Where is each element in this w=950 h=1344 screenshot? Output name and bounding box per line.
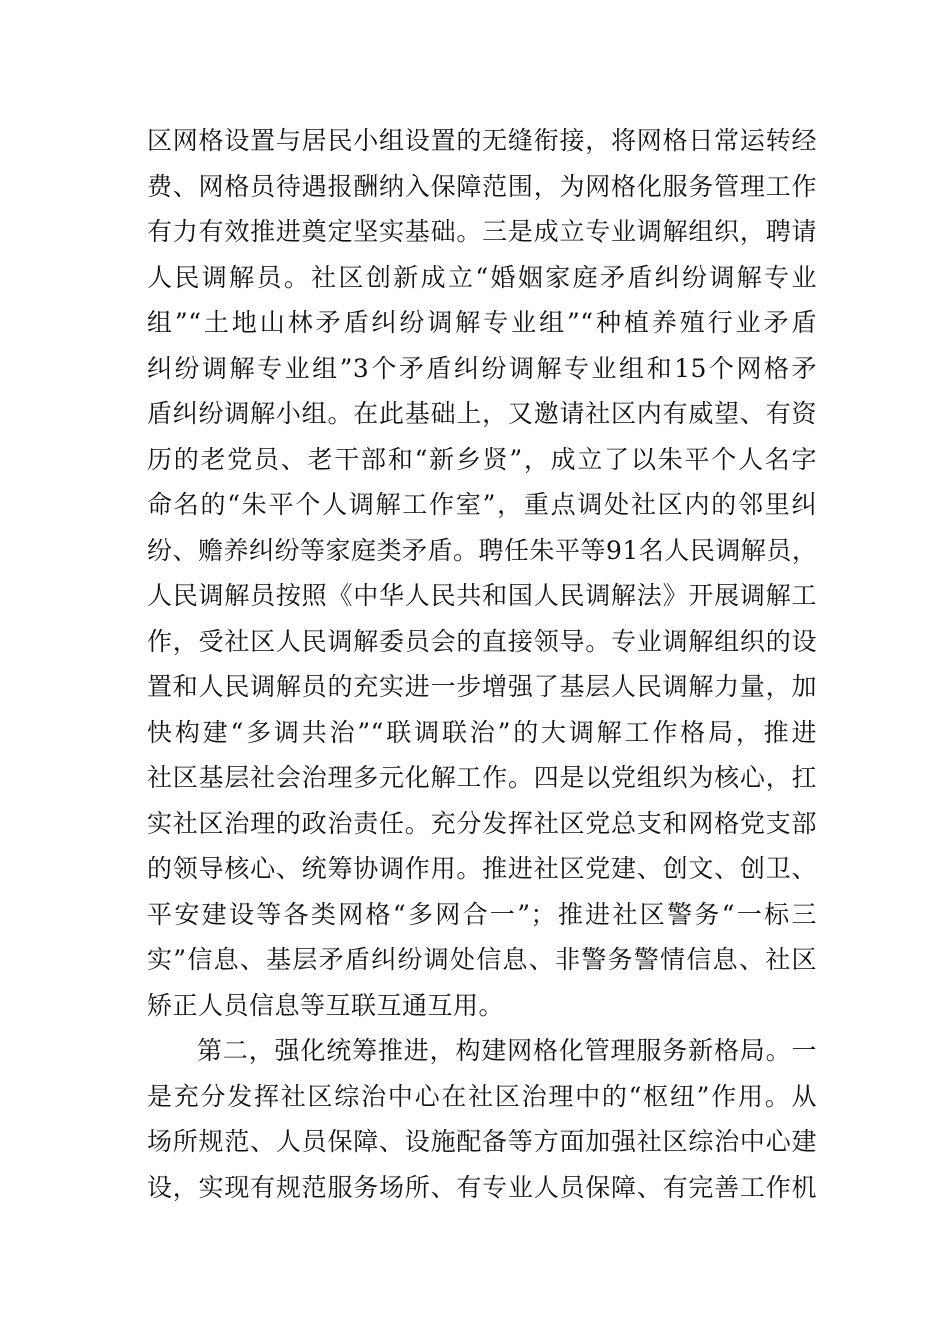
text-line: 是充分发挥社区综治中心在社区治理中的“枢纽”作用。从 xyxy=(147,1081,817,1111)
text-line: 的领导核心、统筹协调作用。推进社区党建、创文、创卫、 xyxy=(147,854,817,883)
text-line: 场所规范、人员保障、设施配备等方面加强社区综治中心建 xyxy=(147,1127,817,1156)
text-line: 纠纷调解专业组”3个矛盾纠纷调解专业组和15个网格矛 xyxy=(147,353,817,383)
text-line: 盾纠纷调解小组。在此基础上，又邀请社区内有威望、有资 xyxy=(147,399,817,428)
body-text xyxy=(147,118,817,1210)
text-line: 有力有效推进奠定坚实基础。三是成立专业调解组织，聘请 xyxy=(147,217,817,246)
text-line: 设，实现有规范服务场所、有专业人员保障、有完善工作机 xyxy=(147,1172,817,1202)
text-line: 历的老党员、老干部和“新乡贤”，成立了以朱平个人名字 xyxy=(147,444,817,474)
text-line: 费、网格员待遇报酬纳入保障范围，为网格化服务管理工作 xyxy=(147,171,817,201)
paragraph-start-line: 第二，强化统筹推进，构建网格化管理服务新格局。一 xyxy=(197,1036,817,1065)
text-line: 实社区治理的政治责任。充分发挥社区党总支和网格党支部 xyxy=(147,808,817,838)
text-line: 人民调解员。社区创新成立“婚姻家庭矛盾纠纷调解专业 xyxy=(147,262,817,292)
paragraph-end-line: 矫正人员信息等互联互通互用。 xyxy=(147,990,505,1020)
text-line: 实”信息、基层矛盾纠纷调处信息、非警务警情信息、社区 xyxy=(147,945,817,974)
text-line: 人民调解员按照《中华人民共和国人民调解法》开展调解工 xyxy=(147,581,817,610)
text-line: 平安建设等各类网格“多网合一”；推进社区警务“一标三 xyxy=(147,899,817,929)
text-line: 组”“土地山林矛盾纠纷调解专业组”“种植养殖行业矛盾 xyxy=(147,308,817,337)
text-line: 命名的“朱平个人调解工作室”，重点调处社区内的邻里纠 xyxy=(147,490,817,519)
text-line: 区网格设置与居民小组设置的无缝衔接，将网格日常运转经 xyxy=(147,126,817,155)
text-line: 快构建“多调共治”“联调联治”的大调解工作格局，推进 xyxy=(147,717,817,747)
text-line: 纷、赡养纠纷等家庭类矛盾。聘任朱平等91名人民调解员， xyxy=(147,535,817,565)
text-line: 作，受社区人民调解委员会的直接领导。专业调解组织的设 xyxy=(147,626,817,656)
text-line: 置和人民调解员的充实进一步增强了基层人民调解力量，加 xyxy=(147,672,817,701)
text-line: 社区基层社会治理多元化解工作。四是以党组织为核心，扛 xyxy=(147,763,817,792)
